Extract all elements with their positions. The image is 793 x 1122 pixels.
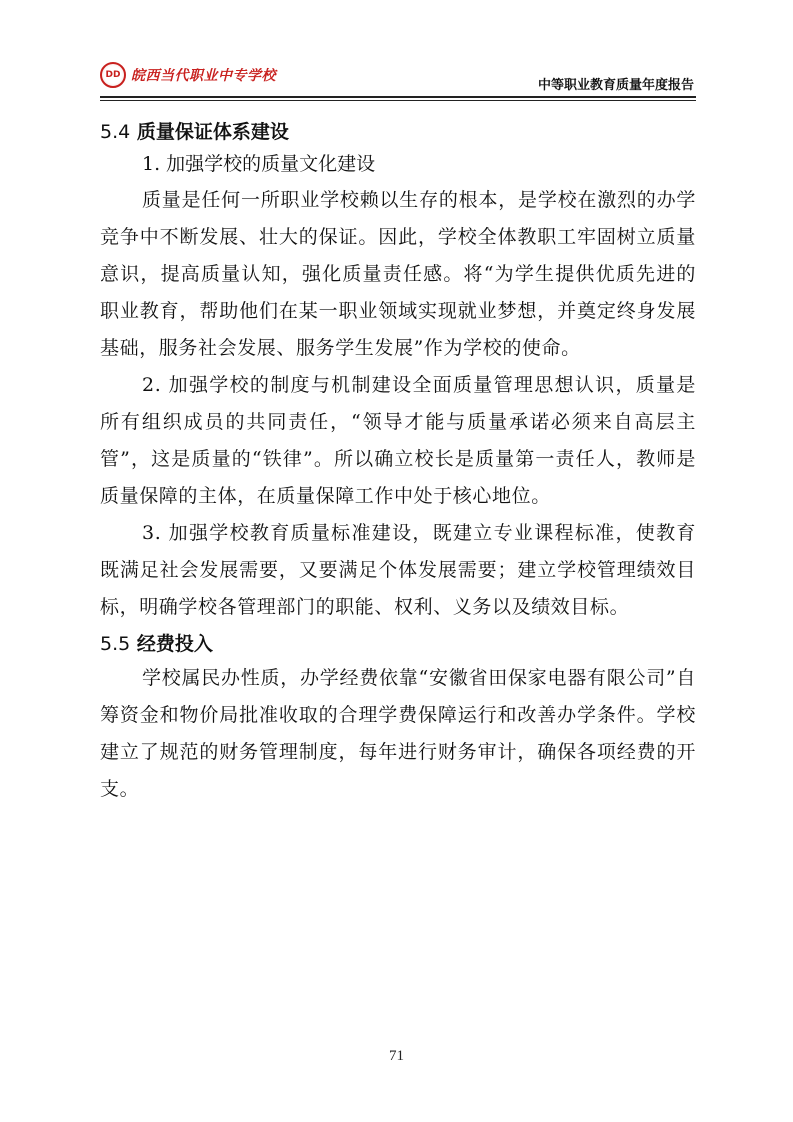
section-title: 质量保证体系建设 <box>136 121 289 143</box>
section-title: 经费投入 <box>136 633 213 655</box>
report-title: 中等职业教育质量年度报告 <box>537 78 694 93</box>
school-seal-icon: DD <box>100 62 126 88</box>
section-number: 5.4 <box>100 121 131 143</box>
header-rule-thick <box>100 96 696 98</box>
school-name: 皖西当代职业中专学校 <box>131 68 276 84</box>
paragraph-funding: 学校属民办性质，办学经费依靠“安徽省田保家电器有限公司”自筹资金和物价局批准收取的合理学费保障运行和改善办学条件。学校建立了规范的财务管理制度，每年进行财务审计，确保各项经费的开支。 <box>100 667 696 800</box>
paragraph-quality-standards: 3. 加强学校教育质量标准建设，既建立专业课程标准，使教育既满足社会发展需要，又要满足个体发展需要；建立学校管理绩效目标，明确学校各管理部门的职能、权利、义务以及绩效目标。 <box>100 522 696 618</box>
subheading-quality-culture: 1. 加强学校的质量文化建设 <box>142 153 376 175</box>
header-rule-thin <box>100 100 696 101</box>
page-content <box>100 116 696 808</box>
section-heading-5-5 <box>100 628 696 660</box>
section-number: 5.5 <box>100 633 131 655</box>
page-number: 71 <box>389 1048 404 1064</box>
page-header <box>100 56 696 96</box>
paragraph-system-mechanism: 2. 加强学校的制度与机制建设全面质量管理思想认识，质量是所有组织成员的共同责任，“领导才能与质量承诺必须来自高层主管”，这是质量的“铁律”。所以确立校长是质量第一责任人，教师是质量保障的主体，在质量保障工作中处于核心地位。 <box>100 374 696 507</box>
section-heading-5-4 <box>100 116 696 148</box>
school-logo <box>100 62 276 88</box>
paragraph-quality-culture: 质量是任何一所职业学校赖以生存的根本，是学校在激烈的办学竞争中不断发展、壮大的保证。因此，学校全体教职工牢固树立质量意识，提高质量认知，强化质量责任感。将“为学生提供优质先进的职业教育，帮助他们在某一职业领域实现就业梦想，并奠定终身发展基础，服务社会发展、服务学生发展”作为学校的使命。 <box>100 189 696 359</box>
